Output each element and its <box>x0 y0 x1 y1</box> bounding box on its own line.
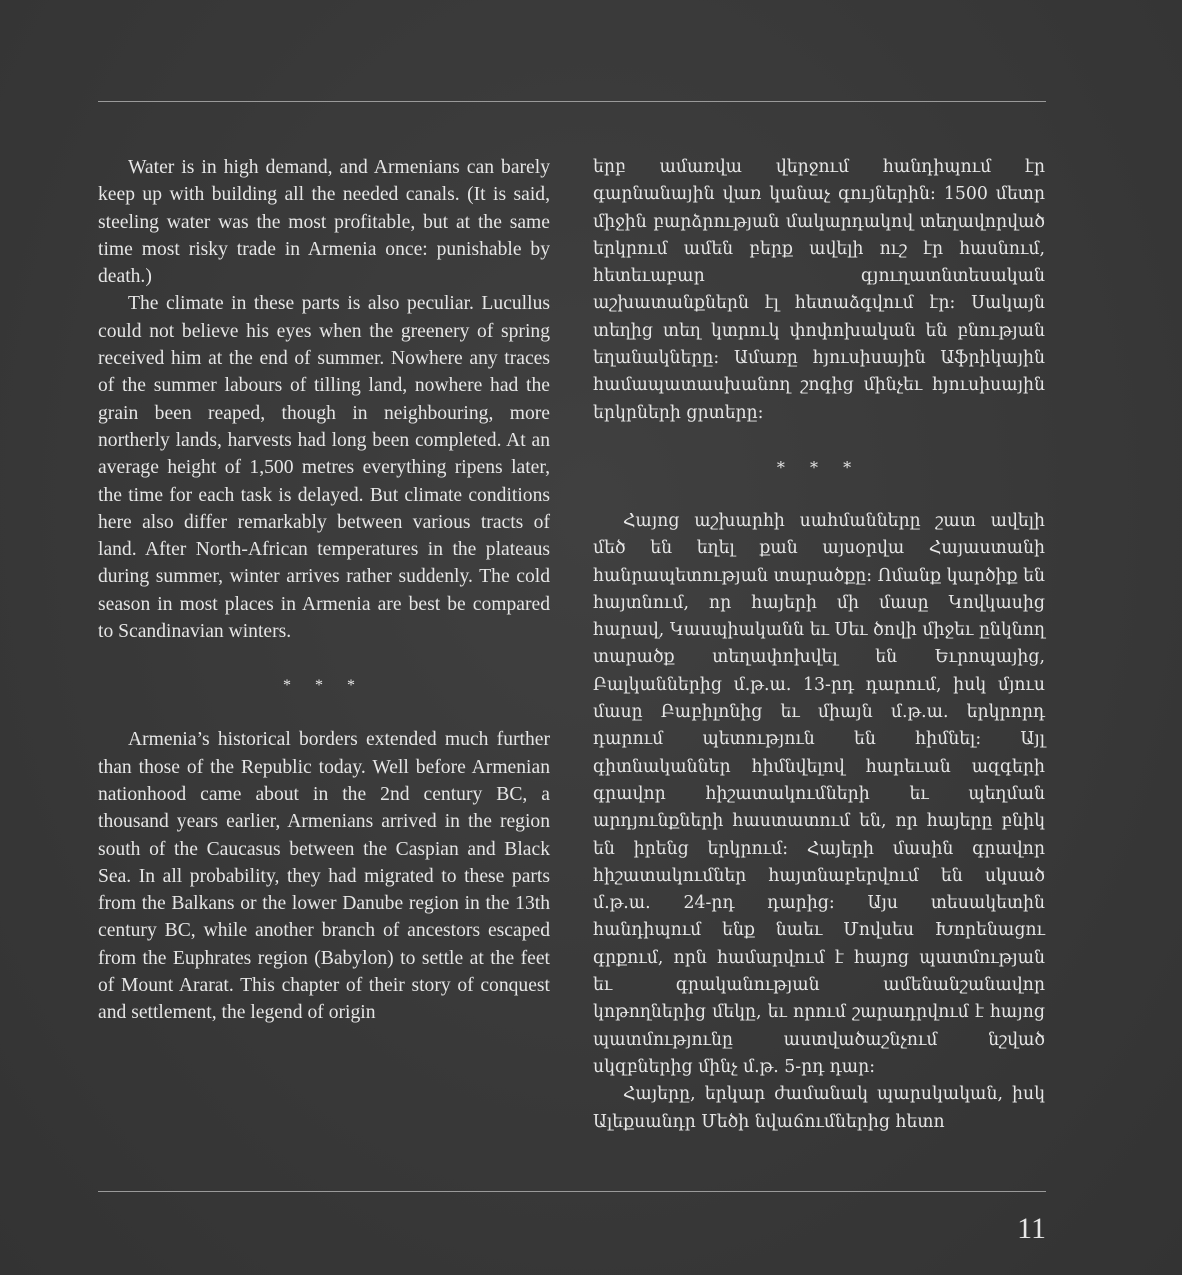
paragraph-climate: The climate in these parts is also peculiar. Lucullus could not believe his eyes when the greenery of spring received him at the end of summer. Nowhere any traces of the summer labours of tilling land, nowhere had the grain been reaped, though in neighbouring, more northerly lands, harvests had long been completed. At an average height of 1,500 metres everything ripens later, the time for each task is delayed. But climate conditions here also differ remarkably between various tracts of land. After North-African temperatures in the plateaus during summer, winter arrives rather suddenly. The cold season in most places in Armenia are best be compared to Scandinavian winters. <box>98 293 550 643</box>
bottom-rule <box>98 1191 1046 1192</box>
paragraph-armenian-persian: Հայերը, երկար ժամանակ պարսկական, իսկ Ալեքսանդր Մեծի նվաճումներից հետո <box>593 1084 1045 1132</box>
armenian-column <box>593 154 1045 1136</box>
paragraph-armenian-borders: Հայոց աշխարհի սահմանները շատ ավելի մեծ են եղել քան այսօրվա Հայաստանի հանրապետության տարածքը: Ոմանք կարծիք են հայտնում, որ հայերի մի մասը Կովկասից հարավ, Կասպիականն եւ Սեւ ծովի միջեւ ընկնող տարածք տեղափոխվել են Եւրոպայից, Բալկաններից մ.թ.ա. 13-րդ դարում, իսկ մյուս մասը Բաբիլոնից եւ միայն մ.թ.ա. երկրորդ դարում պետություն են հիմնել: Այլ գիտնականներ հիմնվելով հարեւան ազգերի գրավոր հիշատակումների եւ պեղման արդյունքների հաստատում են, որ հայերը բնիկ են իրենց երկրում: Հայերի մասին գրավոր հիշատակումներ հայտնաբերվում են սկսած մ.թ.ա. 24-րդ դարից: Այս տեսակետին հանդիպում ենք նաեւ Մովսես Խորենացու գրքում, որն համարվում է հայոց պատմության եւ գրականության ամենանշանավոր կոթողներից մեկը, եւ որում շարադրվում է հայոց պատմությունը աստվածաշնչում նշված սկզբներից մինչ մ.թ. 5-րդ դար: <box>593 510 1045 1077</box>
page-number: 11 <box>1017 1212 1046 1245</box>
section-separator: * * * <box>283 677 365 695</box>
section-separator-armenian: * * * <box>776 457 862 477</box>
paragraph-water: Water is in high demand, and Armenians can barely keep up with building all the needed canals. (It is said, steeling water was the most profitable, but at the same time most risky trade in Armenia once: punishable by death.) <box>98 157 550 288</box>
paragraph-borders: Armenia’s historical borders extended much further than those of the Republic today. Well before Armenian nationhood came about in the 2nd century BC, a thousand years earlier, Armenians arrived in the region south of the Caucasus between the Caspian and Black Sea. In all probability, they had migrated to these parts from the Balkans or the lower Danube region in the 13th century BC, while another branch of ancestors escaped from the Euphrates region (Babylon) to settle at the feet of Mount Ararat. This chapter of their story of conquest and settlement, the legend of origin <box>98 729 550 1024</box>
paragraph-armenian-climate: երբ ամառվա վերջում հանդիպում էր գարնանային վառ կանաչ գույներին: 1500 մետր միջին բարձրության մակարդակով տեղավորված երկրում ամեն բերք ավելի ուշ էր հասնում, հետեւաբար գյուղատնտեսական աշխատանքներն էլ հետաձգվում էր: Սակայն տեղից տեղ կտրուկ փոփոխական են բնության եղանակները: Ամառը հյուսիսային Աֆրիկային համապատասխանող շոգից մինչեւ հյուսիսային երկրների ցրտերը: <box>593 157 1045 423</box>
top-rule <box>98 101 1046 102</box>
english-column <box>98 154 550 1027</box>
